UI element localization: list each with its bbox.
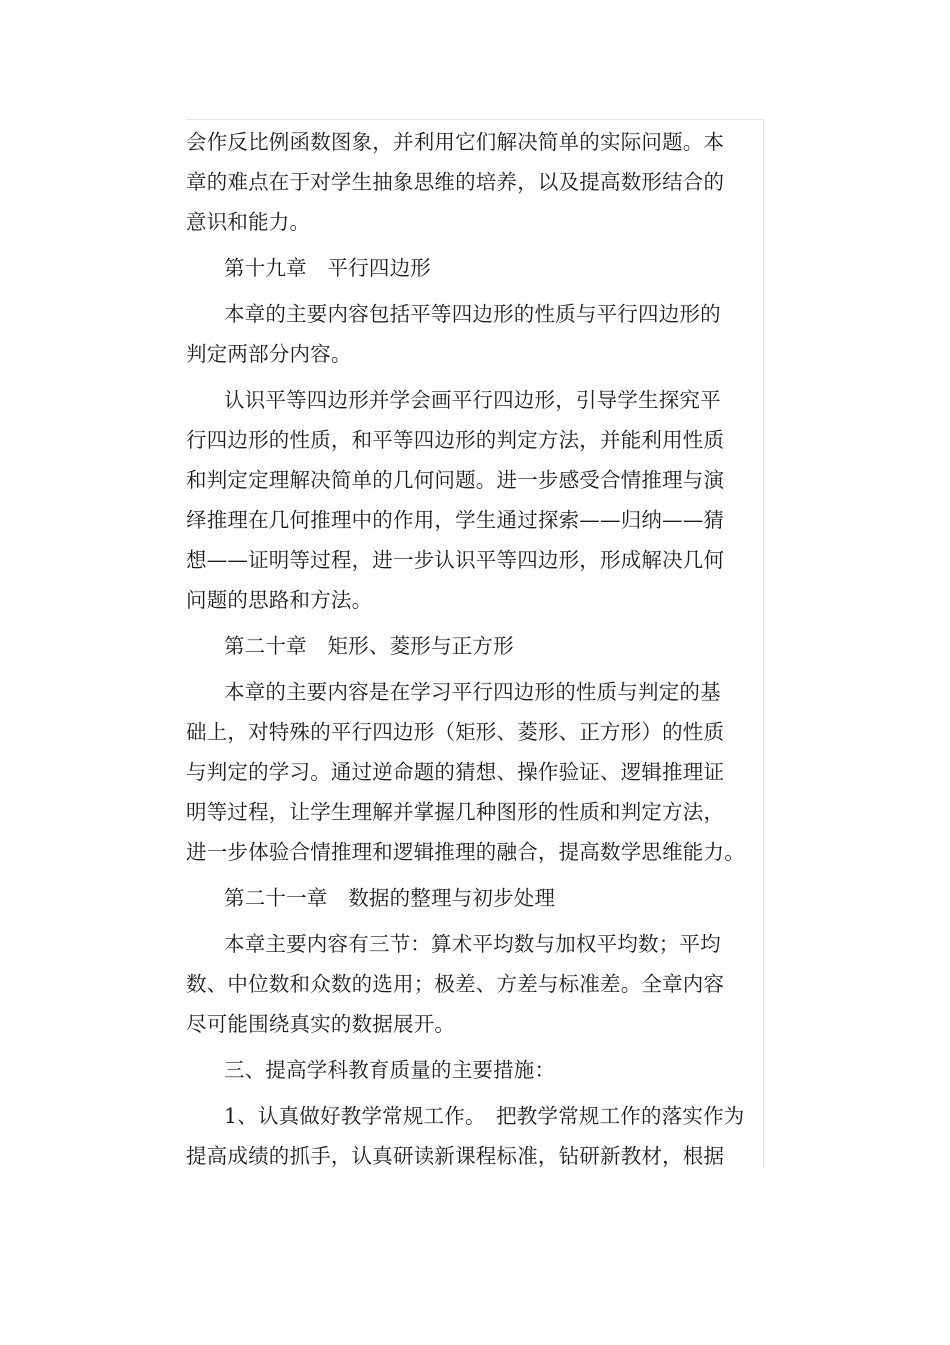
text-line: 绎推理在几何推理中的作用，学生通过探索——归纳——猜 xyxy=(186,508,725,532)
text-line: 本章主要内容有三节：算术平均数与加权平均数；平均 xyxy=(224,932,721,956)
text-line: 数、中位数和众数的选用；极差、方差与标准差。全章内容 xyxy=(186,972,725,996)
text-line: 进一步体验合情推理和逻辑推理的融合，提高数学思维能力。 xyxy=(186,840,745,864)
chapter-heading: 第二十章 矩形、菱形与正方形 xyxy=(224,634,514,658)
text-line: 会作反比例函数图象，并利用它们解决简单的实际问题。本 xyxy=(186,130,725,154)
text-line: 提高成绩的抓手，认真研读新课程标准，钻研新教材，根据 xyxy=(186,1144,725,1168)
text-line: 和判定定理解决简单的几何问题。进一步感受合情推理与演 xyxy=(186,468,725,492)
text-line: 明等过程，让学生理解并掌握几种图形的性质和判定方法， xyxy=(186,800,725,824)
section-heading: 三、提高学科教育质量的主要措施： xyxy=(224,1058,556,1082)
text-line: 行四边形的性质，和平等四边形的判定方法，并能利用性质 xyxy=(186,428,725,452)
text-line: 本章的主要内容是在学习平行四边形的性质与判定的基 xyxy=(224,680,721,704)
text-line: 础上，对特殊的平行四边形（矩形、菱形、正方形）的性质 xyxy=(186,720,725,744)
chapter-heading: 第二十一章 数据的整理与初步处理 xyxy=(224,886,556,910)
text-line: 尽可能围绕真实的数据展开。 xyxy=(186,1012,456,1036)
text-line: 认识平等四边形并学会画平行四边形，引导学生探究平 xyxy=(224,388,721,412)
text-line: 与判定的学习。通过逆命题的猜想、操作验证、逻辑推理证 xyxy=(186,760,725,784)
text-line: 1、认真做好教学常规工作。 把教学常规工作的落实作为 xyxy=(224,1104,745,1128)
text-line: 判定两部分内容。 xyxy=(186,342,352,366)
text-line: 想——证明等过程，进一步认识平等四边形，形成解决几何 xyxy=(186,548,725,572)
text-line: 问题的思路和方法。 xyxy=(186,588,373,612)
text-line: 本章的主要内容包括平等四边形的性质与平行四边形的 xyxy=(224,302,721,326)
text-line: 章的难点在于对学生抽象思维的培养，以及提高数形结合的 xyxy=(186,170,725,194)
text-line: 意识和能力。 xyxy=(186,210,311,234)
chapter-heading: 第十九章 平行四边形 xyxy=(224,256,431,280)
